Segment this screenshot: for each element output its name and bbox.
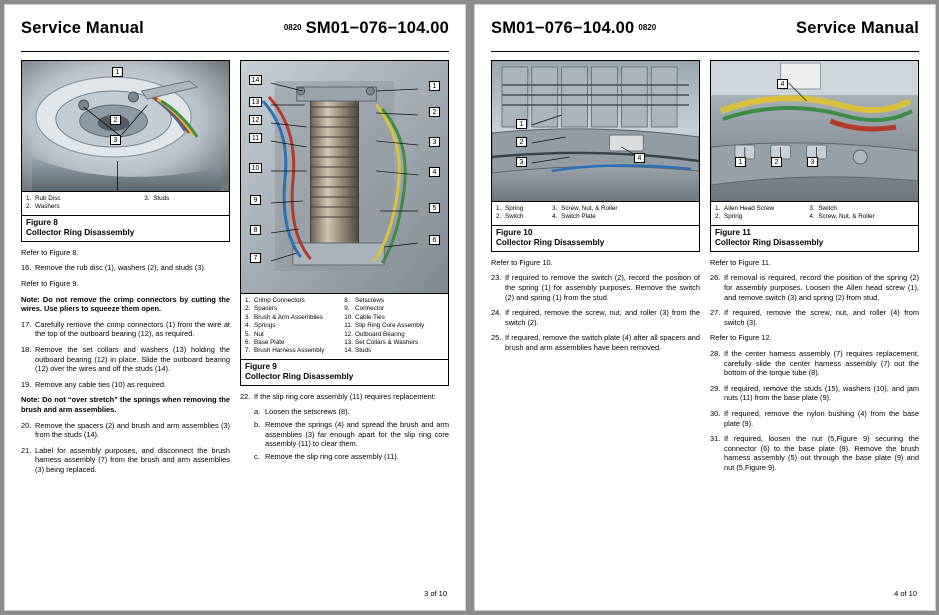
step-number: 20.: [21, 420, 32, 430]
figure-8: [21, 60, 230, 242]
step-number: 28.: [710, 348, 721, 358]
legend-text: Brush Harness Assembly: [254, 347, 325, 355]
legend-num: 4.: [552, 213, 558, 221]
figure-11: [710, 60, 919, 252]
figure-9-callout-11: 11: [249, 133, 262, 143]
legend-text: Studs: [153, 195, 170, 202]
legend-num: 14.: [344, 347, 354, 355]
legend-num: 2.: [715, 213, 721, 221]
legend-num: 13.: [344, 339, 354, 347]
step-number: 23.: [491, 273, 502, 283]
substep-letter: c.: [254, 451, 260, 461]
page-4: [474, 4, 936, 611]
legend-num: 4.: [245, 322, 251, 330]
figure-8-legend: [22, 191, 229, 215]
page-3: [4, 4, 466, 611]
header-rule: [491, 51, 919, 52]
legend-num: 10.: [344, 313, 354, 321]
page-3-left-text: [21, 248, 230, 475]
page-3-right-text: [240, 392, 449, 462]
step-text: Remove the spacers (2) and brush and arm assemblies (3) from the studs (14).: [35, 420, 230, 440]
legend-text: Setscrews: [355, 297, 385, 304]
step-text: If required, remove the switch plate (4) after all spacers and brush and arm assemblies have been removed.: [505, 333, 700, 352]
figure-9-callout-10: 10: [249, 163, 262, 173]
step-number: 31.: [710, 434, 721, 444]
step-number: 18.: [21, 344, 32, 354]
figure-9-callout-3: 3: [429, 137, 440, 147]
manual-title: Service Manual: [21, 19, 144, 37]
legend-text: Brush & Arm Assemblies: [254, 313, 323, 321]
figure-9-caption-line2: Collector Ring Disassembly: [245, 371, 354, 381]
figure-10-legend: [492, 201, 699, 225]
step-31: [710, 434, 919, 472]
figure-9-callout-12: 12: [249, 115, 262, 125]
doc-small-code: 0820: [283, 23, 302, 32]
legend-num: 1.: [26, 195, 32, 202]
legend-num: 12.: [344, 330, 354, 338]
step-16: [21, 263, 230, 273]
figure-10-caption: [492, 225, 699, 251]
page-3-number: 3 of 10: [424, 589, 447, 598]
page-4-left-column: [491, 60, 700, 479]
step-22: [240, 392, 449, 402]
step-30: [710, 409, 919, 428]
figure-9-callout-2: 2: [429, 107, 440, 117]
legend-num: 3.: [245, 313, 251, 321]
legend-num: [144, 203, 153, 211]
legend-num: 2.: [26, 203, 32, 211]
step-26: [710, 273, 919, 302]
figure-10-callout-3: 3: [516, 157, 527, 167]
legend-num: 2.: [245, 305, 251, 313]
step-17: [21, 320, 230, 339]
figure-8-caption-line2: Collector Ring Disassembly: [26, 227, 135, 237]
step-29: [710, 384, 919, 403]
page-4-number: 4 of 10: [894, 589, 917, 598]
figure-9-callout-6: 6: [429, 235, 440, 245]
figure-8-caption: [22, 215, 229, 241]
step-22c: [254, 452, 449, 462]
step-text: Remove the set collars and washers (13) holding the outboard bearing (12) in place. Slide the outboard bearing (12) over the wires and off the studs (14).: [35, 344, 230, 374]
legend-num: 1.: [496, 205, 502, 212]
figure-9-callout-8: 8: [250, 225, 261, 235]
legend-text: Spacers: [254, 305, 278, 313]
figure-10-callout-4: 4: [634, 153, 645, 163]
header-rule: [21, 51, 449, 52]
page-4-right-column: [710, 60, 919, 479]
figure-9-callout-4: 4: [429, 167, 440, 177]
legend-num: 6.: [245, 339, 251, 347]
page-4-right-text: [710, 258, 919, 473]
figure-11-photo: [711, 61, 918, 201]
figure-11-image: [711, 61, 918, 201]
figure-8-callout-3: 3: [110, 135, 121, 145]
legend-num: 3.: [809, 205, 815, 212]
substep-text: Loosen the setscrews (8).: [265, 407, 350, 417]
figure-11-caption-line2: Collector Ring Disassembly: [715, 237, 824, 247]
figure-9-image: [241, 61, 448, 293]
step-number: 30.: [710, 408, 721, 418]
legend-text: Rub Disc: [35, 195, 61, 202]
step-number: 29.: [710, 383, 721, 393]
figure-10-callout-1: 1: [516, 119, 527, 129]
text-lead: Refer to Figure 12.: [710, 333, 772, 343]
legend-num: 8.: [344, 297, 350, 304]
legend-text: Outboard Bearing: [355, 330, 405, 338]
legend-text: Base Plate: [254, 339, 285, 347]
figure-8-photo: [22, 61, 229, 191]
legend-text: Washers: [35, 203, 60, 211]
substep-text: Remove the springs (4) and spread the brush and arm assemblies (3) far enough apart for the slip ring core assembly (11) to clear them.: [265, 420, 449, 449]
page-3-columns: [21, 60, 449, 481]
legend-text: Switch: [505, 213, 524, 221]
legend-num: 4.: [809, 213, 815, 221]
step-text: If required to remove the switch (2), record the position of the spring (1) for assembly purposes. Remove the switch (2) and spring (1) from the stud.: [505, 273, 700, 302]
legend-text: Switch Plate: [561, 213, 596, 221]
page-3-header: [21, 19, 449, 45]
figure-11-callout-2: 2: [771, 157, 782, 167]
step-number: 24.: [491, 308, 502, 318]
substep-letter: b.: [254, 420, 261, 430]
substep-text: Remove the slip ring core assembly (11).: [265, 451, 399, 461]
step-23: [491, 273, 700, 302]
step-text: If required, remove the nylon bushing (4) from the base plate (9).: [724, 408, 919, 428]
legend-text: Spring: [724, 213, 743, 221]
step-text: If required, remove the screw, nut, and roller (3) from the switch (2).: [505, 308, 700, 327]
legend-num: 1.: [715, 205, 721, 212]
step-21: [21, 446, 230, 475]
legend-text: Studs: [355, 347, 372, 355]
legend-text: Slip Ring Core Assembly: [355, 322, 425, 330]
figure-9-callout-13: 13: [249, 97, 262, 107]
step-20: [21, 421, 230, 440]
figure-9-photo: [241, 61, 448, 293]
page-4-left-text: [491, 258, 700, 353]
page-3-right-column: [240, 60, 449, 481]
figure-9: [240, 60, 449, 386]
legend-num: 5.: [245, 330, 251, 338]
legend-num: 11.: [344, 322, 353, 330]
substep-letter: a.: [254, 407, 261, 417]
figure-9-legend: [241, 293, 448, 359]
text-lead: Refer to Figure 10.: [491, 257, 553, 267]
step-number: 16.: [21, 263, 32, 273]
figure-9-callout-9: 9: [250, 195, 261, 205]
figure-10: [491, 60, 700, 252]
figure-10-caption-line2: Collector Ring Disassembly: [496, 237, 605, 247]
note-block: Note: Do not “over stretch” the springs when removing the brush and arm assemblies.: [21, 395, 230, 414]
page-4-columns: [491, 60, 919, 479]
figure-10-image: [492, 61, 699, 201]
legend-num: 3.: [552, 205, 558, 212]
legend-text: Set Collars & Washers: [355, 339, 419, 347]
figure-9-caption: [241, 359, 448, 385]
step-number: 27.: [710, 308, 721, 318]
figure-11-caption: [711, 225, 918, 251]
legend-num: 7.: [245, 347, 251, 355]
step-text: Carefully remove the crimp connectors (1) from the wire at the top of the outboard bearing (12), as required.: [35, 319, 230, 339]
step-number: 19.: [21, 379, 32, 389]
figure-8-callout-1: 1: [112, 67, 123, 77]
legend-text: Nut: [254, 330, 264, 338]
step-text: If removal is required, record the position of the spring (2) for assembly purposes. Loosen the Allen head screw (1), and remove switch (3) and spring (2) from stud.: [724, 273, 919, 302]
step-28: [710, 349, 919, 378]
legend-text: Crimp Connectors: [254, 297, 305, 304]
figure-9-callout-14: 14: [249, 75, 262, 85]
step-text: If required, loosen the nut (5,Figure 9) securing the connector (6) to the base plate (9). Remove the brush harness assembly (5) out through the base plate (9) and nut (5,Figure 9).: [724, 434, 919, 472]
step-18: [21, 345, 230, 374]
page-3-left-column: [21, 60, 230, 481]
note-block: Note: Do not remove the crimp connectors by cutting the wires. Use pliers to squeeze them open.: [21, 294, 230, 314]
figure-8-image: [22, 61, 229, 191]
legend-text: Cable Ties: [355, 313, 385, 321]
step-number: 22.: [240, 391, 251, 401]
figure-11-caption-line1: Figure 11: [715, 227, 751, 237]
step-22b: [254, 420, 449, 449]
figure-9-callout-5: 5: [429, 203, 440, 213]
step-number: 26.: [710, 273, 721, 283]
figure-8-callout-2: 2: [110, 115, 121, 125]
step-text: If required, remove the studs (15), washers (10), and jam nuts (11) from the base plate (9).: [724, 383, 919, 403]
legend-text: Spring: [505, 205, 524, 212]
step-text: If required, remove the screw, nut, and roller (4) from switch (3).: [724, 308, 919, 327]
figure-9-callout-7: 7: [250, 253, 261, 263]
step-number: 25.: [491, 333, 502, 343]
figure-10-caption-line1: Figure 10: [496, 227, 533, 237]
legend-text: Springs: [254, 322, 276, 330]
legend-num: 3.: [144, 195, 150, 202]
step-text: If the center harness assembly (7) requires replacement, carefully slide the center harness assembly (7) out the bottom of the torque tube (8).: [724, 348, 919, 378]
step-number: 17.: [21, 319, 32, 329]
legend-text: Allen Head Screw: [724, 205, 775, 212]
legend-text: Screw, Nut, & Roller: [561, 205, 618, 212]
figure-9-callout-1: 1: [429, 81, 440, 91]
manual-title: Service Manual: [796, 19, 919, 37]
doc-code: SM01−076−104.00: [491, 19, 635, 37]
step-22a: [254, 407, 449, 417]
step-text: If the slip ring core assembly (11) requires replacement:: [254, 391, 436, 401]
doc-code: SM01−076−104.00: [305, 19, 449, 37]
step-27: [710, 308, 919, 327]
figure-10-photo: [492, 61, 699, 201]
figure-11-legend: [711, 201, 918, 225]
doc-small-code: 0820: [638, 23, 657, 32]
step-24: [491, 308, 700, 327]
step-text: Remove the rub disc (1), washers (2), and studs (3).: [35, 263, 206, 273]
step-text: Remove any cable ties (10) as required.: [35, 379, 167, 389]
text-lead: Refer to Figure 11.: [710, 257, 772, 267]
text-lead: Refer to Figure 9.: [21, 279, 79, 288]
step-number: 21.: [21, 445, 32, 455]
figure-8-caption-line1: Figure 8: [26, 217, 58, 227]
figure-11-callout-3: 3: [807, 157, 818, 167]
text-lead: Refer to Figure 8.: [21, 247, 79, 257]
legend-text: Switch: [818, 205, 837, 212]
legend-num: 2.: [496, 213, 502, 221]
step-19: [21, 380, 230, 390]
figure-10-callout-2: 2: [516, 137, 527, 147]
page-4-header: [491, 19, 919, 45]
legend-text: Connector: [355, 305, 385, 313]
figure-9-caption-line1: Figure 9: [245, 361, 277, 371]
figure-11-callout-4: 4: [777, 79, 788, 89]
figure-11-callout-1: 1: [735, 157, 746, 167]
legend-text: [153, 203, 225, 211]
step-text: Label for assembly purposes, and disconnect the brush harness assembly (7) from the brush and arm assemblies (3) being replaced.: [35, 445, 230, 474]
legend-text: Screw, Nut, & Roller: [818, 213, 875, 221]
legend-num: 9.: [344, 305, 350, 313]
step-25: [491, 333, 700, 352]
legend-num: 1.: [245, 297, 251, 304]
